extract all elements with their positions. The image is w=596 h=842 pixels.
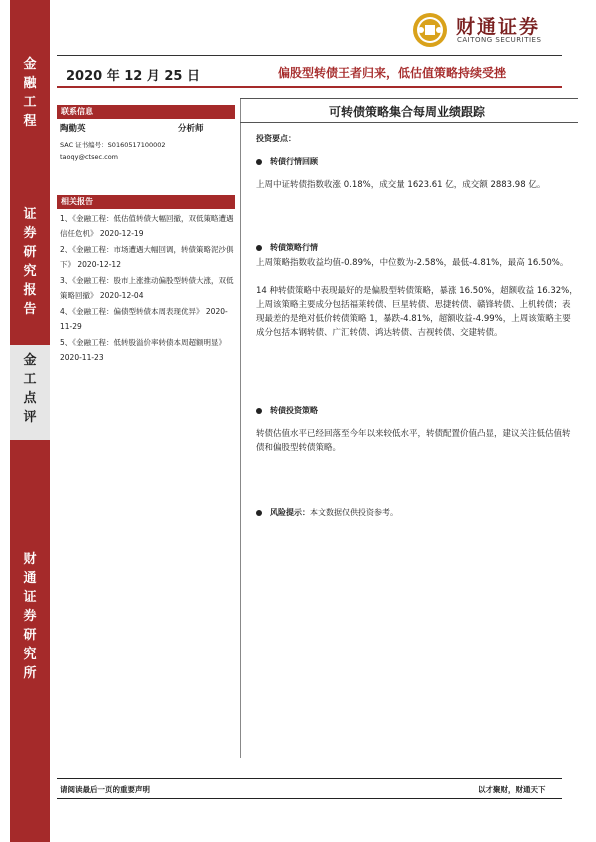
footer-disclaimer-link[interactable]: 请阅读最后一页的重要声明 <box>60 785 150 794</box>
risk-text: 本文数据仅供投资参考。 <box>310 508 398 517</box>
section-heading <box>256 156 318 167</box>
header-bottom-rule <box>57 86 562 88</box>
section-paragraph: 14 种转债策略中表现最好的是偏股型转债策略，暴涨 16.50%，超额收益 16.32%，上周该策略主要成分包括福莱转债、巨星转债、思捷转债、赣锋转债、上机转债；表现最差的是绝对低价转债策略 1，暴跌-4.81%，超额收益-4.99%，上周该策略主要成分包括本钢转债、广汇转债、鸿达转债、吉视转债、交建转债。 <box>256 286 578 338</box>
section-heading-text: 转债行情回顾 <box>270 157 318 166</box>
report-headline: 偏股型转债王者归来，低估值策略持续受挫 <box>278 66 507 80</box>
bullet-icon <box>256 159 262 165</box>
report-date: 2020 年 12 月 25 日 <box>66 69 200 84</box>
section-heading-text: 转债投资策略 <box>270 406 318 415</box>
related-report-item[interactable]: 3、《金融工程：股市上涨推动偏股型转债大涨，双低策略回撤》 2020-12-04 <box>60 276 234 300</box>
title-top-rule <box>240 98 578 99</box>
sidebar-category-label: 金融工程 <box>23 57 37 129</box>
analyst-sac: SAC 证书编号：S0160517100002 <box>60 141 166 149</box>
related-section-header: 相关报告 <box>57 195 235 209</box>
related-report-item[interactable]: 5、《金融工程：低转股溢价率转债本周超额明显》 2020-11-23 <box>60 338 227 362</box>
sidebar-institute-label: 财通证券研究所 <box>23 552 37 681</box>
analyst-name: 陶勤英 <box>60 124 86 134</box>
sidebar-report-type <box>10 205 50 317</box>
footer-top-rule <box>57 778 562 779</box>
section-paragraph: 上周中证转债指数收涨 0.18%，成交量 1623.61 亿，成交额 2883.98 亿。 <box>256 180 546 190</box>
section-paragraph: 转债估值水平已经回落至今年以来较低水平，转债配置价值凸显，建议关注低估值转债和偏股型转债策略。 <box>256 429 571 453</box>
section-heading <box>256 242 318 253</box>
company-logo <box>412 10 562 50</box>
column-divider <box>240 98 241 758</box>
logo-coin-icon <box>412 12 448 48</box>
related-report-item[interactable]: 2、《金融工程：市场遭遇大幅回调，转债策略泥沙俱下》 2020-12-12 <box>60 245 234 269</box>
analyst-role: 分析师 <box>178 124 204 134</box>
sidebar-category <box>10 55 50 129</box>
related-report-item[interactable]: 1、《金融工程：低估值转债大幅回撤，双低策略遭遇信任危机》 2020-12-19 <box>60 214 234 238</box>
footer-bottom-rule <box>57 798 562 799</box>
bullet-icon <box>256 245 262 251</box>
footer-slogan: 以才聚财，财通天下 <box>478 785 546 794</box>
risk-warning <box>256 507 398 518</box>
risk-label: 风险提示： <box>270 508 310 517</box>
sidebar-institute <box>10 550 50 681</box>
section-heading <box>256 405 318 416</box>
key-points-label: 投资要点： <box>256 134 296 143</box>
contact-section-header: 联系信息 <box>57 105 235 119</box>
sidebar-active-tab-label: 金工点评 <box>23 353 37 425</box>
section-paragraph: 上周策略指数收益均值-0.89%，中位数为-2.58%，最低-4.81%，最高 16.50%。 <box>256 258 569 268</box>
section-heading-text: 转债策略行情 <box>270 243 318 252</box>
title-bottom-rule <box>240 122 578 123</box>
main-title: 可转债策略集合每周业绩跟踪 <box>328 105 485 119</box>
sidebar-active-tab <box>10 345 50 440</box>
logo-text-en: CAITONG SECURITIES <box>457 36 542 44</box>
related-report-item[interactable]: 4、《金融工程：偏债型转债本周表现优异》 2020-11-29 <box>60 307 228 331</box>
header-top-rule <box>57 55 562 56</box>
sidebar <box>10 0 50 842</box>
logo-text-cn: 财通证券 <box>456 16 541 38</box>
bullet-icon <box>256 510 262 516</box>
analyst-email[interactable]: taoqy@ctsec.com <box>60 153 119 161</box>
sidebar-report-type-label: 证券研究报告 <box>23 207 37 317</box>
bullet-icon <box>256 408 262 414</box>
